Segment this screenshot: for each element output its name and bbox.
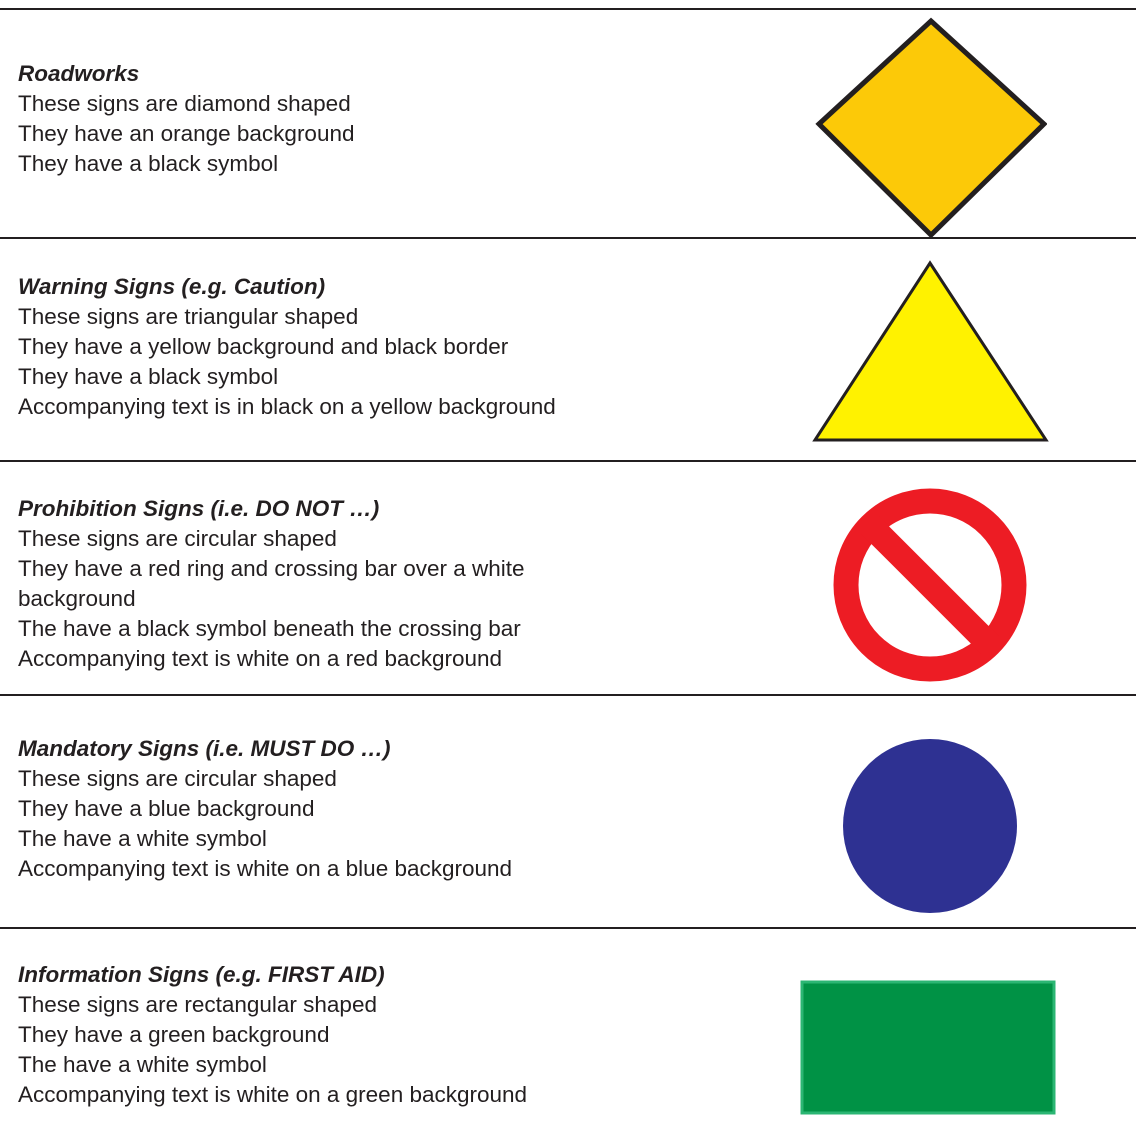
divider (0, 237, 1136, 239)
divider (0, 460, 1136, 462)
mandatory-signs-description (18, 734, 710, 884)
description-line: They have a yellow background and black border (18, 334, 509, 359)
description-line: These signs are triangular shaped (18, 304, 359, 329)
description-line: background (18, 586, 136, 611)
description-line: They have a black symbol (18, 364, 279, 389)
divider (0, 694, 1136, 696)
section-title: Roadworks (18, 61, 140, 86)
description-line: They have a blue background (18, 796, 315, 821)
description-line: They have a green background (18, 1022, 330, 1047)
circle-shape (843, 739, 1017, 913)
triangle-sign-icon (810, 258, 1050, 444)
prohibition-sign-icon (830, 485, 1030, 685)
description-line: Accompanying text is white on a blue background (18, 856, 513, 881)
description-line: They have a red ring and crossing bar over a white (18, 556, 525, 581)
warning-signs-description (18, 272, 710, 422)
description-line: Accompanying text is in black on a yellow background (18, 394, 556, 419)
information-signs-description (18, 960, 710, 1110)
triangle-shape (815, 263, 1046, 440)
section-title: Mandatory Signs (i.e. MUST DO …) (18, 736, 391, 761)
section-title: Prohibition Signs (i.e. DO NOT …) (18, 496, 380, 521)
prohibition-signs-description (18, 494, 710, 674)
mandatory-circle-sign-icon (842, 738, 1018, 914)
description-line: Accompanying text is white on a green background (18, 1082, 528, 1107)
description-line: These signs are circular shaped (18, 526, 337, 551)
diamond-sign-icon (815, 17, 1047, 239)
description-line: The have a white symbol (18, 826, 267, 851)
description-line: They have a black symbol (18, 151, 279, 176)
description-line: These signs are rectangular shaped (18, 992, 377, 1017)
section-title: Information Signs (e.g. FIRST AID) (18, 962, 385, 987)
divider-top (0, 8, 1136, 10)
divider (0, 927, 1136, 929)
description-line: The have a white symbol (18, 1052, 267, 1077)
rectangle-sign-icon (800, 980, 1058, 1116)
diamond-shape (819, 21, 1044, 235)
description-line: They have an orange background (18, 121, 355, 146)
description-line: These signs are diamond shaped (18, 91, 351, 116)
description-line: These signs are circular shaped (18, 766, 337, 791)
roadworks-description (18, 59, 710, 179)
section-title: Warning Signs (e.g. Caution) (18, 274, 326, 299)
rectangle-shape (802, 982, 1054, 1113)
description-line: Accompanying text is white on a red background (18, 646, 503, 671)
description-line: The have a black symbol beneath the crossing bar (18, 616, 521, 641)
